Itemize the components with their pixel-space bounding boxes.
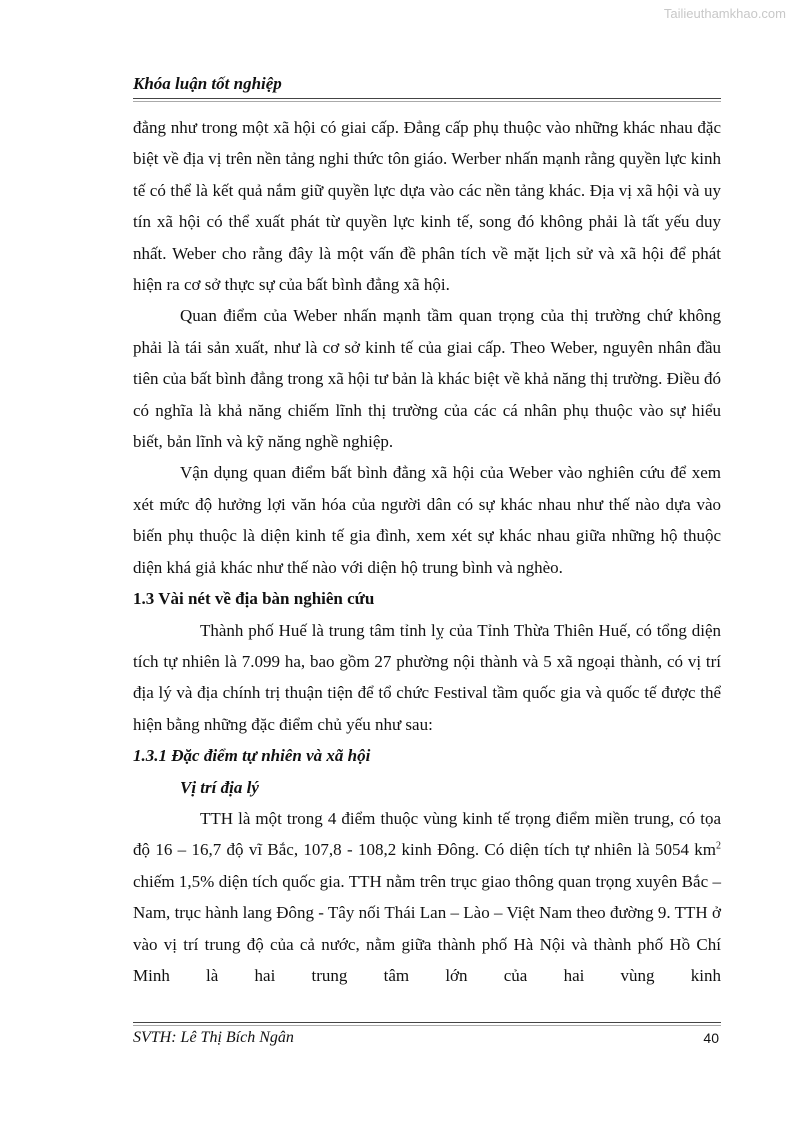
section-heading-1-3: 1.3 Vài nét về địa bàn nghiên cứu bbox=[133, 589, 375, 609]
paragraph-2: Quan điểm của Weber nhấn mạnh tầm quan trọng của thị trường chứ không phải là tái sản xuất, như là cơ sở kinh tế của giai cấp. Theo Weber, nguyên nhân đầu tiên của bất bình đẳng trong xã hội tư bản là khác biệt về khả năng thị trường. Điều đó có nghĩa là khả năng chiếm lĩnh thị trường của các cá nhân phụ thuộc vào sự hiểu biết, bản lĩnh và kỹ năng nghề nghiệp. bbox=[133, 306, 721, 452]
paragraph-5-part-b: chiếm 1,5% diện tích quốc gia. TTH nằm trên trục giao thông quan trọng xuyên Bắc – Nam, trục hành lang Đông - Tây nối Thái Lan – Lào – Việt Nam theo đường 9. TTH ở vào vị trí trung độ của cả nước, nằm giữa thành phố Hà Nội và thành phố Hồ Chí Minh là hai trung tâm lớn của hai vùng kinh bbox=[133, 871, 721, 985]
section-heading-1-3-1: 1.3.1 Đặc điểm tự nhiên và xã hội bbox=[133, 746, 371, 766]
page-number: 40 bbox=[703, 1030, 719, 1046]
header-title: Khóa luận tốt nghiệp bbox=[133, 74, 282, 93]
header-rule bbox=[133, 98, 721, 99]
footer-rule-secondary bbox=[133, 1025, 721, 1026]
page-content bbox=[133, 112, 721, 1023]
paragraph-1: đẳng như trong một xã hội có giai cấp. Đẳng cấp phụ thuộc vào những khác nhau đặc biệt về địa vị trên nền tảng nghi thức tôn giáo. Werber nhấn mạnh rằng quyền lực kinh tế có thể là kết quả nắm giữ quyền lực dựa vào các nền tảng khác. Địa vị xã hội và uy tín xã hội có thể xuất phát từ quyền lực kinh tế, song đó không phải là tất yếu duy nhất. Weber cho rằng đây là một vấn đề phân tích về mặt lịch sử và xã hội để phát hiện ra cơ sở thực sự của bất bình đẳng xã hội. bbox=[133, 118, 721, 295]
paragraph-3: Vận dụng quan điểm bất bình đẳng xã hội của Weber vào nghiên cứu để xem xét mức độ hưởng lợi văn hóa của người dân có sự khác nhau như thế nào dựa vào biến phụ thuộc là diện kinh tế gia đình, xem xét sự khác nhau giữa những hộ thuộc diện khá giả khác như thế nào với diện hộ trung bình và nghèo. bbox=[133, 463, 721, 577]
footer-author: SVTH: Lê Thị Bích Ngân bbox=[133, 1029, 294, 1046]
paragraph-5 bbox=[133, 803, 721, 1023]
subheading-location: Vị trí địa lý bbox=[180, 777, 259, 797]
superscript-2: 2 bbox=[716, 840, 721, 852]
watermark: Tailieuthamkhao.com bbox=[663, 6, 786, 21]
paragraph-4: Thành phố Huế là trung tâm tỉnh lỵ của Tỉnh Thừa Thiên Huế, có tổng diện tích tự nhiên là 7.099 ha, bao gồm 27 phường nội thành và 5 xã ngoại thành, có vị trí địa lý và địa chính trị thuận tiện để tổ chức Festival tầm quốc gia và quốc tế được thể hiện bằng những đặc điểm chủ yếu như sau: bbox=[133, 620, 721, 734]
footer-rule bbox=[133, 1022, 721, 1023]
header-rule-secondary bbox=[133, 101, 721, 102]
paragraph-5-part-a: TTH là một trong 4 điểm thuộc vùng kinh tế trọng điểm miền trung, có tọa độ 16 – 16,7 độ vĩ Bắc, 107,8 - 108,2 kinh Đông. Có diện tích tự nhiên là 5054 km bbox=[133, 808, 721, 860]
